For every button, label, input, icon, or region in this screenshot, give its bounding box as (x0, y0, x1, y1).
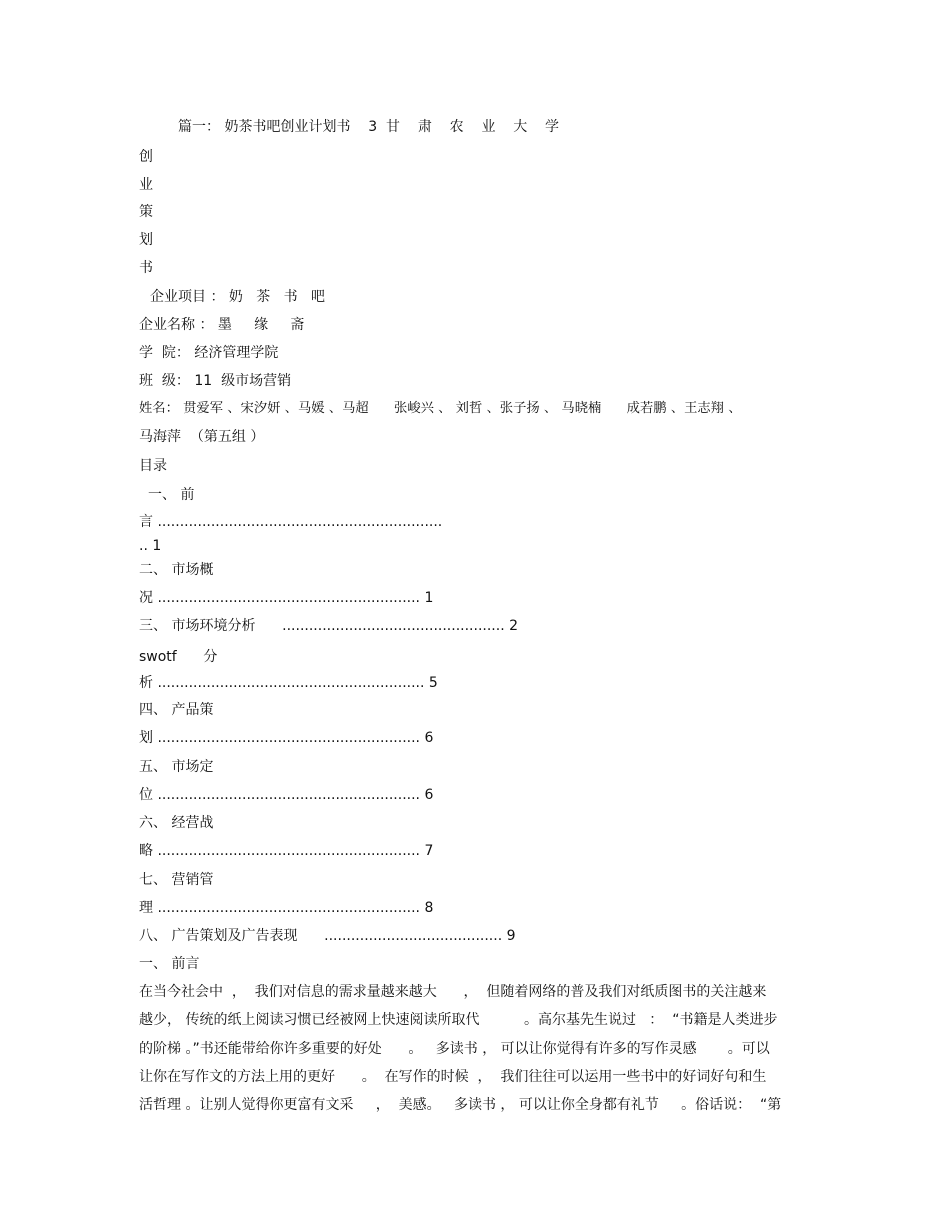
toc-line: 四、 产品策 (139, 702, 214, 718)
toc-line: 划 ........................................................... 6 (139, 730, 434, 746)
toc-line: 位 ........................................................... 6 (139, 787, 434, 803)
toc-line: 三、 市场环境分析 .................................................. 2 (139, 618, 519, 634)
vertical-title-char: 策 (139, 204, 153, 220)
members-line: 姓名： 贯爱军 、宋汐妍 、马媛 、马超 张峻兴 、 刘哲 、张子扬 、 马晓楠 成若鹏 、王志翔 、 (139, 401, 742, 416)
section-heading: 一、 前言 (139, 956, 200, 972)
toc-line: 二、 市场概 (139, 562, 214, 578)
toc-line: 况 ........................................................... 1 (139, 590, 434, 606)
paragraph-line: 让你在写作文的方法上用的更好 。 在写作的时候 ， 我们往往可以运用一些书中的好词好句和生 (139, 1069, 767, 1085)
toc-line: swotf 分 (139, 649, 218, 665)
toc-line: 五、 市场定 (139, 759, 214, 775)
paragraph-line: 的阶梯 。”书还能带给你许多重要的好处 。 多读书 ， 可以让你觉得有许多的写作灵感 。可以 (139, 1041, 770, 1057)
toc-line: 六、 经营战 (139, 815, 214, 831)
class-line: 班 级： 11 级市场营销 (139, 373, 292, 389)
enterprise-name: 企业名称 ： 墨 缘 斋 (139, 317, 305, 333)
title-line: 篇一： 奶茶书吧创业计划书 3 甘 肃 农 业 大 学 (178, 119, 560, 135)
toc-line: 析 ............................................................ 5 (139, 675, 438, 691)
vertical-title-char: 书 (139, 260, 153, 276)
toc-line: 言 ................................................................ (139, 514, 443, 530)
vertical-title-char: 业 (139, 177, 153, 193)
members-line: 马海萍 （第五组 ） (139, 429, 265, 445)
toc-line: 七、 营销管 (139, 872, 214, 888)
toc-line: 八、 广告策划及广告表现 ........................................ 9 (139, 928, 516, 944)
vertical-title-char: 划 (139, 232, 153, 248)
paragraph-line: 越少， 传统的纸上阅读习惯已经被网上快速阅读所取代 。高尔基先生说过 ： “书籍是人类进步 (139, 1012, 778, 1028)
toc-heading: 目录 (139, 458, 167, 474)
toc-line: .. 1 (139, 538, 162, 554)
toc-line: 略 ........................................................... 7 (139, 843, 434, 859)
paragraph-line: 活哲理 。让别人觉得你更富有文采 ， 美感。 多读书 ， 可以让你全身都有礼节 。俗话说： “第 (139, 1097, 782, 1113)
vertical-title-char: 创 (139, 149, 153, 165)
toc-line: 理 ........................................................... 8 (139, 900, 434, 916)
enterprise-project: 企业项目 ： 奶 茶 书 吧 (150, 289, 325, 305)
toc-line: 一、 前 (148, 487, 195, 503)
college-line: 学 院： 经济管理学院 (139, 345, 279, 361)
paragraph-line: 在当今社会中 ， 我们对信息的需求量越来越大 ， 但随着网络的普及我们对纸质图书的关注越来 (139, 984, 767, 1000)
